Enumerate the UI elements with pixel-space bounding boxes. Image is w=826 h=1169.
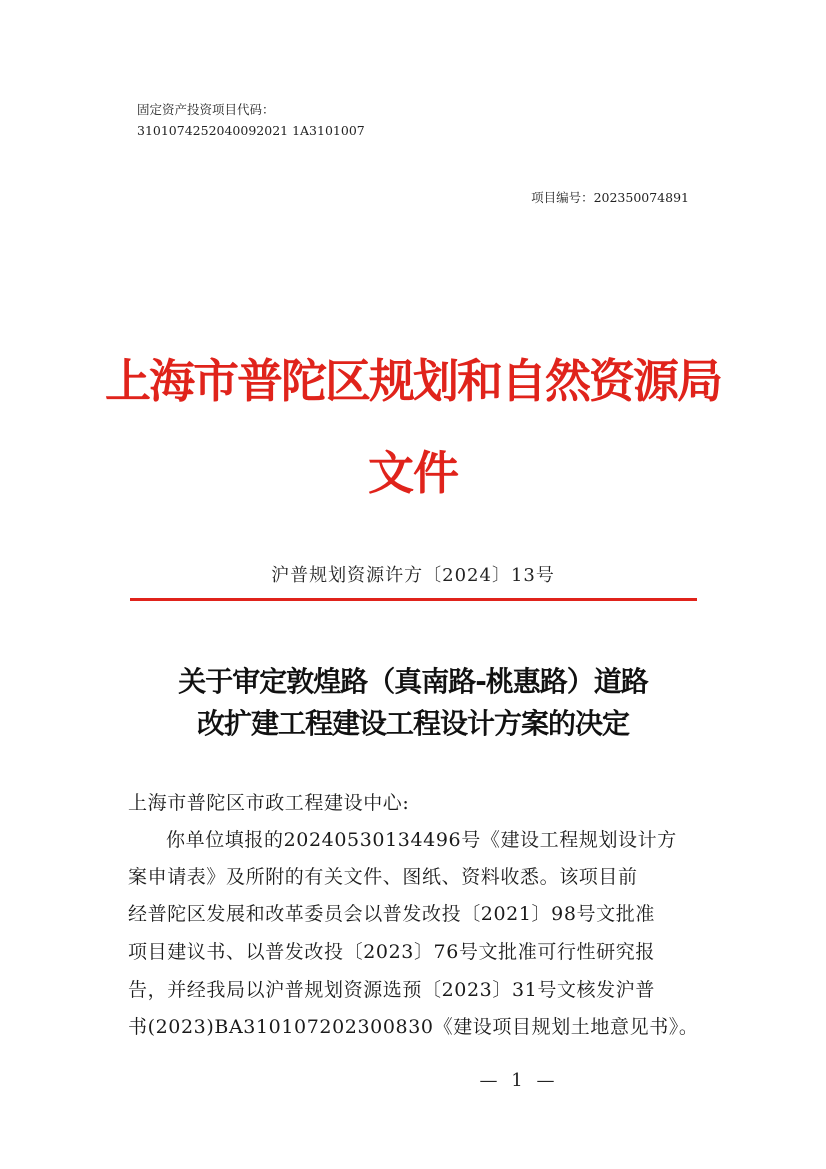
investment-code-value: 3101074252040092021 1A3101007: [137, 123, 365, 138]
paragraph-line: 案申请表》及所附的有关文件、图纸、资料收悉。该项目前: [128, 866, 638, 888]
paragraph-line: 经普陀区发展和改革委员会以普发改投〔2021〕98号文批准: [128, 903, 655, 925]
issuer-name: 上海市普陀区规划和自然资源局: [105, 354, 721, 408]
document-title-line-1: 关于审定敦煌路（真南路-桃惠路）道路: [178, 665, 648, 698]
issuer-doc-label: 文件: [368, 446, 458, 500]
project-number: 项目编号：202350074891: [531, 190, 689, 205]
paragraph-line: 项目建议书、以普发改投〔2023〕76号文批准可行性研究报: [128, 941, 655, 963]
red-divider: [130, 598, 697, 601]
paragraph-line: 告，并经我局以沪普规划资源选预〔2023〕31号文核发沪普: [128, 979, 655, 1001]
investment-code-label: 固定资产投资项目代码：: [137, 102, 275, 117]
document-title-line-2: 改扩建工程建设工程设计方案的决定: [196, 707, 629, 740]
document-number: 沪普规划资源许方〔2024〕13号: [271, 565, 555, 586]
salutation: 上海市普陀区市政工程建设中心:: [128, 792, 410, 814]
paragraph-line: 书(2023)BA310107202300830《建设项目规划土地意见书》。: [128, 1016, 699, 1038]
paragraph-line: 你单位填报的20240530134496号《建设工程规划设计方: [166, 829, 677, 851]
page-number: — 1 —: [479, 1070, 559, 1091]
